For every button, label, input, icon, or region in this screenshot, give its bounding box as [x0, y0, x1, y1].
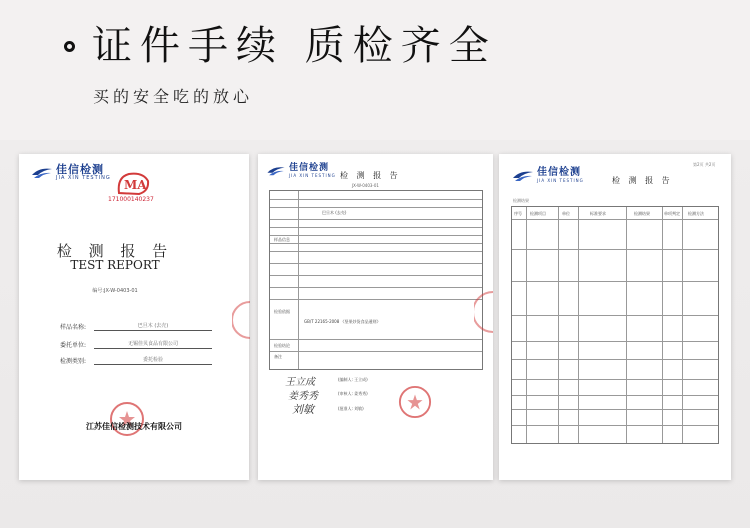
page2-number: JX-W-0403-01 [352, 183, 379, 188]
signature-label-1: (编制人: 王立成) [338, 377, 368, 382]
jiaxin-logo-icon [266, 165, 286, 177]
cover-title-en: TEST REPORT [70, 258, 160, 272]
brand-name-en: JIA XIN TESTING [56, 175, 111, 181]
col-header: 检测项目 [530, 211, 546, 216]
col-header: 序号 [514, 211, 522, 216]
field-label: 委托单位: [60, 342, 87, 349]
label-basis: 检验依据 [274, 309, 290, 314]
field-value: 委托检验 [94, 356, 212, 365]
page3-title: 检 测 报 告 [612, 176, 673, 185]
label-sample-info: 样品信息 [274, 237, 290, 242]
results-subtitle: 检测结果 [513, 198, 529, 203]
brand-name-cn: 佳信检测 [56, 163, 104, 176]
brand-logo [31, 164, 111, 181]
cma-mark-icon [115, 171, 151, 197]
test-standard: GB/T 22165-2008 《坚果炒货食品通则》 [304, 319, 381, 324]
edge-seal-icon [232, 300, 250, 340]
field-sample-name [60, 322, 212, 331]
field-value: 无锡佳贝食品有限公司 [94, 340, 212, 349]
brand-logo [512, 168, 584, 183]
col-header: 单项判定 [664, 211, 680, 216]
signature-3: 刘敏 [292, 403, 314, 416]
official-seal-icon [398, 385, 432, 419]
report-number: 编号:JX-W-0403-01 [92, 288, 138, 294]
field-label: 检测类别: [60, 358, 87, 365]
field-test-type [60, 356, 212, 365]
col-header: 单位 [562, 211, 570, 216]
signature-1: 王立成 [285, 377, 315, 388]
brand-logo [266, 164, 336, 178]
brand-name-en: JIA XIN TESTING [289, 173, 336, 178]
brand-name-en: JIA XIN TESTING [537, 178, 584, 183]
page2-table [269, 190, 483, 370]
results-table [511, 206, 719, 444]
brand-name-cn: 佳信检测 [289, 163, 330, 173]
cover-title-cn: 检 测 报 告 [56, 242, 174, 260]
edge-seal-icon [474, 290, 493, 334]
field-client [60, 340, 212, 349]
svg-text:MA: MA [124, 178, 147, 192]
jiaxin-logo-icon [512, 169, 534, 183]
signature-label-2: (审核人: 姜秀秀) [338, 391, 368, 396]
signature-2: 姜秀秀 [288, 391, 318, 402]
bullet-dot [64, 41, 75, 52]
col-header: 检测方法 [688, 211, 704, 216]
col-header: 标准要求 [590, 211, 606, 216]
col-header: 检测结果 [634, 211, 650, 216]
headline: 证件手续 质检齐全 [92, 23, 497, 69]
subheadline: 买的安全吃的放心 [93, 87, 254, 106]
field-label: 样品名称: [60, 324, 87, 331]
brand-name-cn: 佳信检测 [537, 167, 581, 178]
sample-name: 巴旦木 (去壳) [322, 210, 347, 215]
company-name: 江苏佳信检测技术有限公司 [86, 422, 182, 431]
jiaxin-logo-icon [31, 166, 53, 180]
page2-title: 检 测 报 告 [340, 171, 401, 180]
page-indicator: 第2页 共2页 [693, 162, 716, 167]
cma-code: 171000140237 [108, 196, 154, 203]
label-conclusion: 检验结论 [274, 343, 290, 348]
field-value: 巴旦木 (去壳) [94, 322, 212, 331]
label-remark: 备注 [274, 354, 282, 359]
signature-label-3: (批准人: 刘敏) [338, 406, 364, 411]
